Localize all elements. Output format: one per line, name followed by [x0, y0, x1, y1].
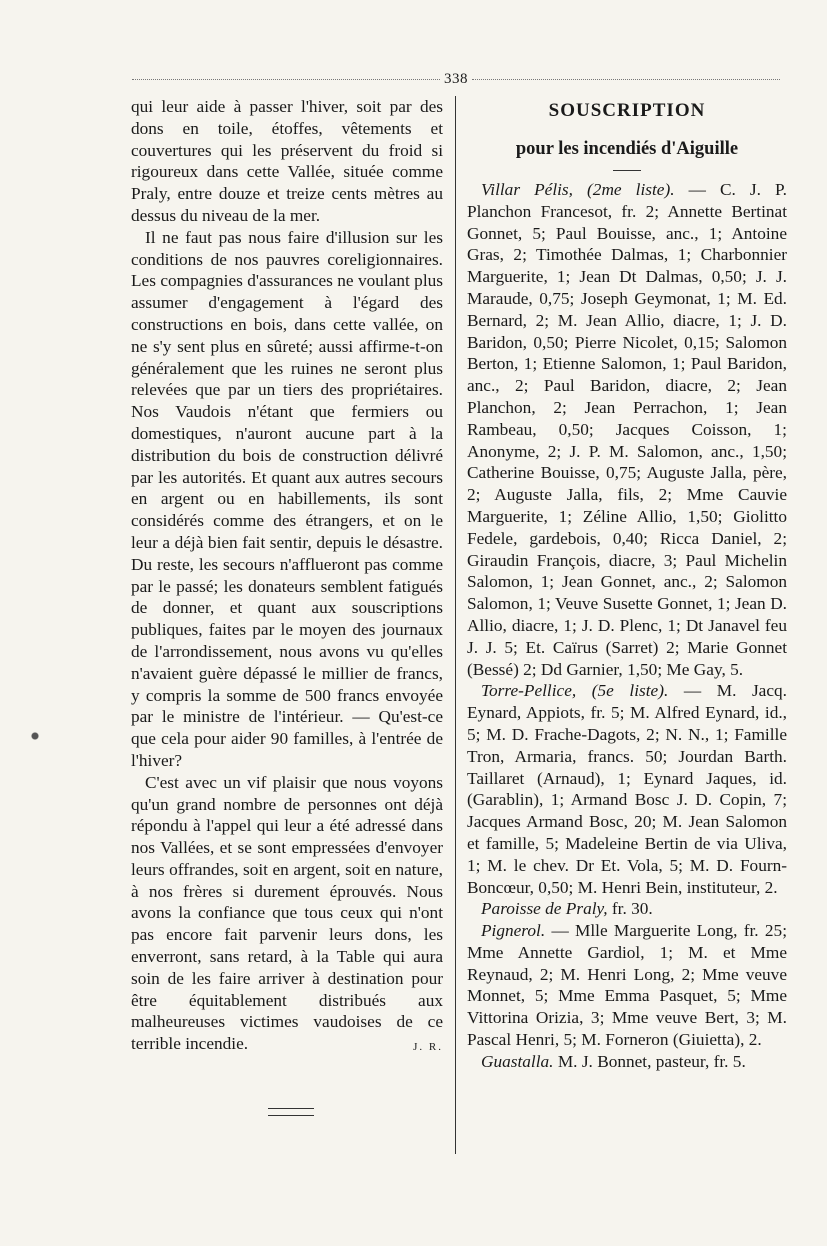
entry-text: — Mlle Marguerite Long, fr. 25; Mme Annette Gardiol, 1; M. et Mme Reynaud, 2; M. Henri Long, 2; Mme veuve Monnet, 5; Mme Emma Pasquet, 5; Mme Vittorina Orizia, 3; Mme veuve Bert, 3; M. Pascal Henri, 5; M. Forneron (Giuietta), 2. — [467, 921, 787, 1050]
entry-title: Pignerol. — [481, 921, 546, 941]
signature: J. R. — [413, 1041, 443, 1054]
right-column — [467, 96, 787, 1073]
page-number: 338 — [444, 70, 468, 87]
paragraph-2: Il ne faut pas nous faire d'illusion sur les conditions de nos pauvres coreligionnaires. Les compagnies d'assurances ne voulant plus assumer d'engagement à l'égard des constructions en bois, dans cette vallée, on ne s'y sent plus en sûreté; aussi affirme-t-on généralement que les ruines ne seront plus relevées que par un tiers des propriétaires. Nos Vaudois n'étant que fermiers ou domestiques, n'auront aucune part à la distribution du bois de construction délivré par les autorités. Et quant aux autres secours en argent ou en habillements, ils sont considérés comme des étrangers, et on le leur a déjà bien fait sentir, depuis le désastre. Du reste, les secours n'afflueront pas comme par le passé; les donateurs semblent fatigués de donner, et quant aux souscriptions publiques, faites par le moyen des journaux de l'arrondissement, nous avons vu qu'elles n'avaient guère dépassé le millier de francs, y compris la somme de 500 francs envoyée par le ministre de l'intérieur. — Qu'est-ce que cela pour aider 90 familles, à l'entrée de l'hiver? — [131, 227, 443, 770]
article-end-rule — [268, 1108, 314, 1116]
entry-title: Paroisse de Praly, — [481, 899, 608, 919]
entry-text: — M. Jacq. Eynard, Appiots, fr. 5; M. Alfred Eynard, id., 5; M. D. Frache-Dagots, 2; N. N., 1; Famille Tron, Armaria, francs. 50; Jourdan Barth. Taillaret (Arnaud), 1; Eynard Jaques, id. (Garablin), 1; Armand Bosc J. D. Copin, 7; Jacques Armand Bosc, 20; M. Jean Salomon et famille, 5; Madeleine Bertin de via Uliva, 1; M. le chev. Dr Et. Vola, 5; M. D. Fourn-Boncœur, 0,50; M. Henri Bein, instituteur, 2. — [467, 681, 787, 897]
subscription-heading: SOUSCRIPTION — [548, 100, 706, 121]
entry-pignerol — [467, 920, 787, 1051]
entry-text: M. J. Bonnet, pasteur, fr. 5. — [553, 1051, 746, 1071]
heading-dash — [613, 170, 641, 171]
paragraph-3-text: C'est avec un vif plaisir que nous voyons qu'un grand nombre de personnes ont déjà répondu à l'appel qui leur a été adressé dans nos Vallées, et se sont empressées d'envoyer leurs offrandes, soit en argent, soit en nature, à nos frères si durement éprouvés. Nous avons la confiance que tous ceux qui n'ont pas encore fait parvenir leurs dons, les enverront, sans retard, à la Table qui aura soin de les faire arriver à destination pour être équitablement distribués aux malheureuses victimes vaudoises de ce terrible incendie. — [131, 772, 443, 1054]
entry-text: fr. 30. — [607, 899, 653, 919]
entry-villar-pelis — [467, 179, 787, 680]
paragraph-1: qui leur aide à passer l'hiver, soit par des dons en toile, étoffes, vêtements et couvertures qui les préservent du froid si rigoureux dans cette Vallée, située comme Praly, entre douze et treize cents mètres au dessus du niveau de la mer. — [131, 97, 443, 225]
header-rule-right — [472, 79, 780, 80]
entry-text: — C. J. P. Planchon Francesot, fr. 2; Annette Bertinat Gonnet, 5; Paul Bouisse, anc., 1; Antoine Gras, 2; Timothée Dalmas, 1; Charbonnier Marguerite, 1; Jean Dt Dalmas, 0,50; J. J. Maraude, 0,75; Joseph Geymonat, 1; M. Ed. Bernard, 2; M. Jean Allio, diacre, 1; J. D. Baridon, 0,50; Pierre Nicolet, 0,15; Salomon Berton, 1; Etienne Salomon, 1; Paul Baridon, anc., 2; Paul Baridon, diacre, 2; Jean Planchon, 2; Jean Perrachon, 1; Jean Rambeau, 0,50; Jacques Coisson, 1; Anonyme, 2; J. P. M. Salomon, anc., 1,50; Catherine Bouisse, 0,75; Auguste Jalla, père, 2; Auguste Jalla, fils, 2; Mme Cauvie Marguerite, 1; Zéline Allio, 1,50; Giolitto Fedele, gardebois, 0,40; Ricca Daniel, 2; Giraudin François, diacre, 3; Paul Michelin Salomon, 1; Jean Gonnet, anc., 2; Salomon Salomon, 1; Veuve Susette Gonnet, 1; Jean D. Allio, diacre, 1; J. D. Plenc, 1; Dt Janavel feu J. J. 5; Et. Caïrus (Sarret) 2; Marie Gonnet (Bessé) 2; Dd Garnier, 1,50; Me Gay, 5. — [467, 180, 787, 679]
ink-speck — [28, 727, 42, 745]
entry-title: Villar Pélis, (2me liste). — [481, 180, 675, 199]
entry-torre-pellice — [467, 680, 787, 898]
column-divider — [455, 96, 456, 1154]
entry-guastalla — [467, 1051, 787, 1073]
left-column — [131, 96, 443, 1059]
subscription-subheading: pour les incendiés d'Aiguille — [515, 139, 739, 159]
page-header — [132, 68, 780, 90]
entry-title: Torre-Pellice, (5e liste). — [481, 681, 669, 701]
entry-praly — [467, 898, 787, 920]
entry-title: Guastalla. — [481, 1051, 554, 1071]
header-rule-left — [132, 79, 440, 80]
paragraph-3 — [131, 772, 443, 1055]
